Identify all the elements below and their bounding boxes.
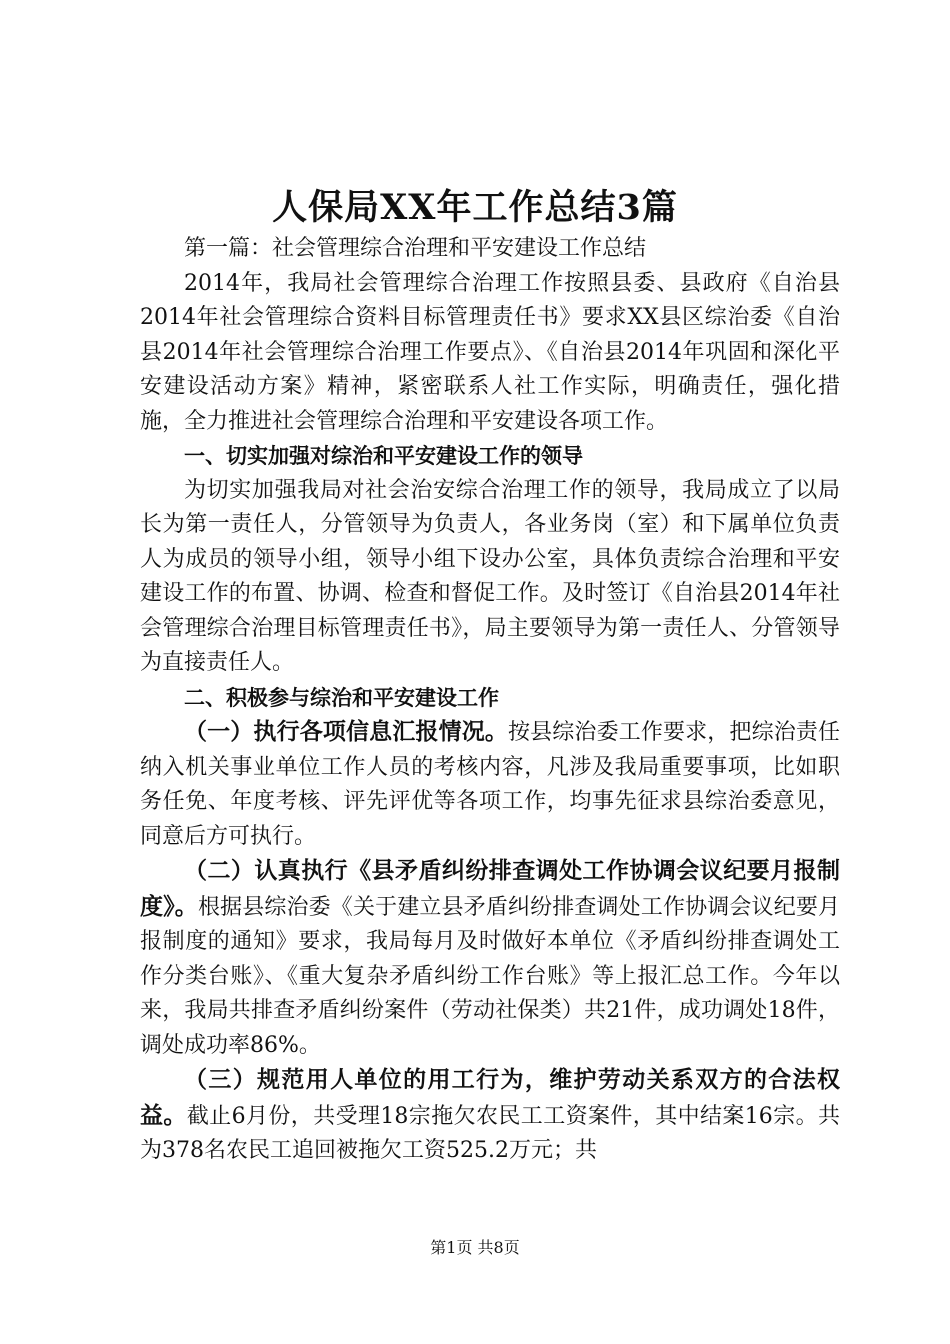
document-title: 人保局XX年工作总结3篇 <box>272 187 678 228</box>
section-1-heading: 一、切实加强对综治和平安建设工作的领导 <box>184 444 583 468</box>
item-1-lead: （一）执行各项信息汇报情况。 <box>184 719 508 745</box>
section-2-heading: 二、积极参与综治和平安建设工作 <box>184 685 499 710</box>
item-1-body: 按县综治委工作要求，把综治责任纳入机关事业单位工作人员的考核内容，凡涉及我局重要事项，比如职务任免、年度考核、评先评优等各项工作，均事先征求县综治委意见，同意后方可执行。 <box>140 720 840 849</box>
item-2-lead: （二）认真执行《县矛盾纠纷排查调处工作协调会议纪要月报制度》。 <box>140 858 840 920</box>
item-3-body: 截止6月份，共受理18宗拖欠农民工工资案件，其中结案16宗。共为378名农民工追回被拖欠工资525.2万元；共 <box>140 1103 840 1163</box>
section-1-paragraph: 为切实加强我局对社会治安综合治理工作的领导，我局成立了以局长为第一责任人，分管领导为负责人，各业务岗（室）和下属单位负责人为成员的领导小组，领导小组下设办公室，具体负责综合治理和平安建设工作的布置、协调、检查和督促工作。及时签订《自治县2014年社会管理综合治理目标管理责任书》，局主要领导为第一责任人、分管领导为直接责任人。 <box>140 477 840 675</box>
item-2-body: 根据县综治委《关于建立县矛盾纠纷排查调处工作协调会议纪要月报制度的通知》要求，我局每月及时做好本单位《矛盾纠纷排查调处工作分类台账》、《重大复杂矛盾纠纷工作台账》等上报汇总工作。今年以来，我局共排查矛盾纠纷案件（劳动社保类）共21件，成功调处18件，调处成功率86%。 <box>140 894 840 1058</box>
intro-paragraph: 2014年，我局社会管理综合治理工作按照县委、县政府《自治县2014年社会管理综合资料目标管理责任书》要求XX县区综治委《自治县2014年社会管理综合治理工作要点》、《自治县2014年巩固和深化平安建设活动方案》精神，紧密联系人社工作实际，明确责任，强化措施，全力推进社会管理综合治理和平安建设各项工作。 <box>140 270 840 434</box>
item-3-lead: （三）规范用人单位的用工行为，维护劳动关系双方的合法权益。 <box>140 1067 840 1129</box>
item-2-paragraph <box>140 854 840 1063</box>
section-subtitle: 第一篇：社会管理综合治理和平安建设工作总结 <box>184 236 647 261</box>
page-footer: 第1页 共8页 <box>430 1238 520 1257</box>
item-3-paragraph <box>140 1063 840 1169</box>
item-1-paragraph <box>140 715 840 854</box>
document-body <box>140 232 840 1169</box>
